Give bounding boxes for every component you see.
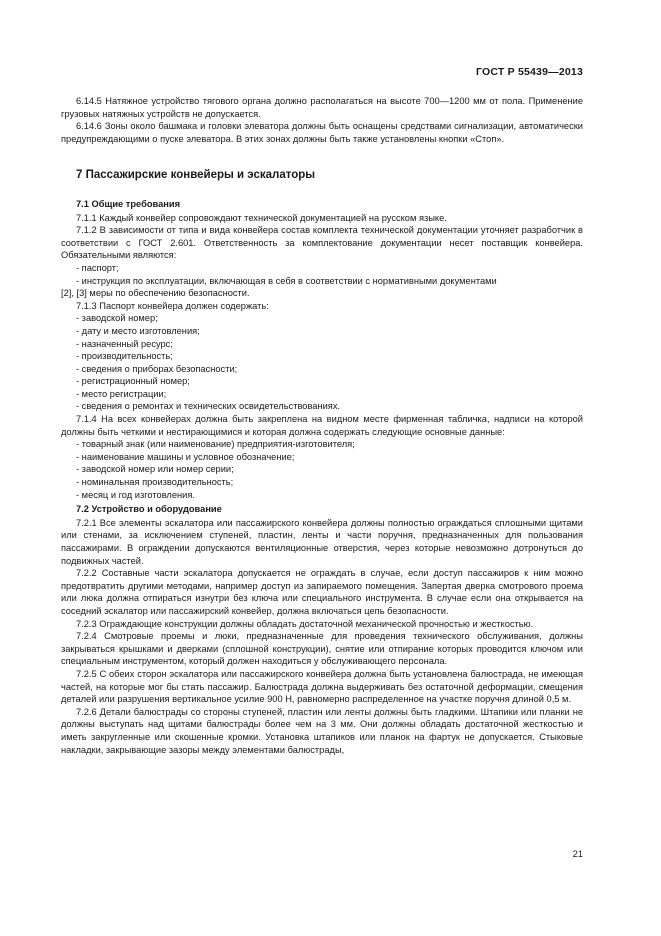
- list-item: - месяц и год изготовления.: [76, 489, 195, 500]
- paragraph-7-2-4: 7.2.4 Смотровые проемы и люки, предназначенные для проведения технического обслуживания, должны закрываться крышками и дверками (сплошной конструкции), снятие или отпирание которых проводится ключом или специальным инструментом, который должен находиться у обслуживающего персонала.: [61, 631, 583, 667]
- list-item: - паспорт;: [76, 262, 119, 273]
- paragraph-6-14-6: 6.14.6 Зоны около башмака и головки элеватора должны быть оснащены средствами сигнализации, автоматически предупреждающими о пуске элеватора. В этих зонах должны быть также установлены кнопки «Стоп».: [61, 121, 583, 144]
- paragraph-7-2-6: 7.2.6 Детали балюстрады со стороны ступеней, пластин или ленты должны быть гладкими. Штапики или планки не должны выступать над щитами балюстрады более чем на 3 мм. Они должны обладать достаточной жесткостью и иметь закругленные или скошенные кромки. Установка штапиков или планок на фартук не допускается. Стыковые накладки, закрывающие зазоры между элементами балюстрады,: [61, 706, 583, 755]
- section-title: 7 Пассажирские конвейеры и эскалаторы: [76, 169, 316, 182]
- list-item: - регистрационный номер;: [76, 376, 190, 387]
- list-item: - место регистрации;: [76, 388, 167, 399]
- paragraph-continuation: [2], [3] меры по обеспечению безопасности.: [61, 288, 250, 299]
- paragraph-7-1-2: 7.1.2 В зависимости от типа и вида конвейера состав комплекта технической документации уточняет разработчик в соответствии с ГОСТ 2.601. Ответственность за комплектование документации несет поставщик конвейера. Обязательными являются:: [61, 225, 583, 261]
- subsection-title-7-1: 7.1 Общие требования: [76, 198, 181, 209]
- list-item: - назначенный ресурс;: [76, 338, 173, 349]
- list-item: - сведения о приборах безопасности;: [76, 363, 238, 374]
- paragraph-7-2-5: 7.2.5 С обеих сторон эскалатора или пассажирского конвейера должна быть установлена балюстрада, не имеющая частей, на которые мог бы стать пассажир. Балюстрада должна выдерживать без остаточной деформации, смещения деталей или разрушения вертикальное усилие 900 Н, равномерно распределенное на участке поручня длиной 0,5 м.: [61, 668, 583, 705]
- paragraph-7-2-3: 7.2.3 Ограждающие конструкции должны обладать достаточной механической прочностью и жесткостью.: [76, 618, 534, 629]
- list-item: - сведения о ремонтах и технических освидетельствованиях.: [76, 401, 341, 412]
- list-item: - товарный знак (или наименование) предприятия-изготовителя;: [76, 439, 355, 450]
- document-header: ГОСТ Р 55439—2013: [475, 66, 583, 78]
- subsection-title-7-2: 7.2 Устройство и оборудование: [76, 504, 222, 515]
- paragraph-7-2-1: 7.2.1 Все элементы эскалатора или пассажирского конвейера должны полностью ограждаться сплошными щитами или стенами, за исключением ступеней, пластин, ленты и части поручня, предназначенных для пользования пассажирами. В ограждении допускаются вентиляционные отверстия, через которые невозможно дотронуться до подвижных частей.: [61, 517, 583, 566]
- page-body: [61, 95, 583, 756]
- list-item: - наименование машины и условное обозначение;: [76, 451, 295, 462]
- list-item: - производительность;: [76, 351, 173, 362]
- list-item: - номинальная производительность;: [76, 477, 234, 488]
- paragraph-6-14-5: 6.14.5 Натяжное устройство тягового органа должно располагаться на высоте 700—1200 мм от пола. Применение грузовых натяжных устройств не допускается.: [61, 96, 583, 119]
- page-number: 21: [572, 849, 583, 859]
- paragraph-7-1-1: 7.1.1 Каждый конвейер сопровождают технической документацией на русском языке.: [76, 212, 447, 223]
- paragraph-7-2-2: 7.2.2 Составные части эскалатора допускается не ограждать в случае, если доступ пассажиров к ним можно предотвратить другими методами, например доступ из запираемого помещения. Запертая дверка смотрового проема или люка должна отпираться изнутри без ключа или специального инструмента. В случае если она открывается на соседний эскалатор или пассажирский конвейер, должна включаться цепь безопасности.: [61, 568, 583, 616]
- paragraph-7-1-4: 7.1.4 На всех конвейерах должна быть закреплена на видном месте фирменная табличка, надписи на которой должны быть четкими и нестирающимися и которая должна содержать следующие основные данные:: [61, 414, 583, 437]
- list-item: - заводской номер или номер серии;: [76, 464, 234, 475]
- list-item: - дату и место изготовления;: [76, 325, 200, 336]
- paragraph-7-1-3: 7.1.3 Паспорт конвейера должен содержать:: [76, 300, 269, 311]
- list-item: - инструкция по эксплуатации, включающая в себя в соответствии с нормативными документами: [76, 275, 497, 286]
- list-item: - заводской номер;: [76, 313, 158, 324]
